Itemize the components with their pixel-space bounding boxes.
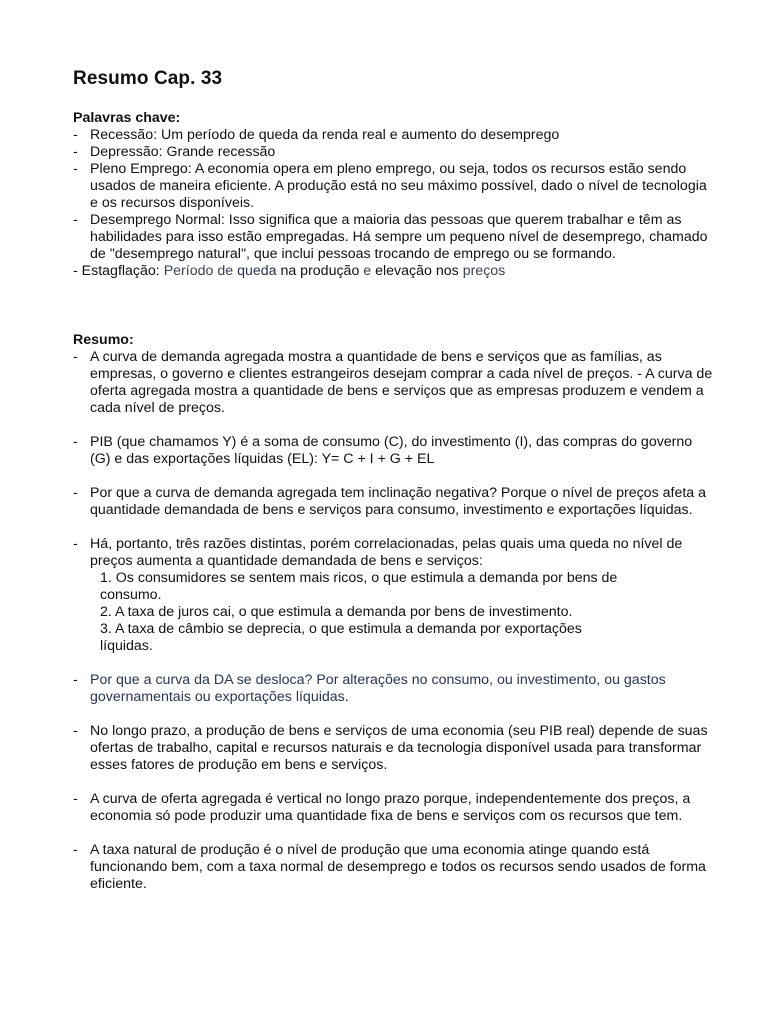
stagflation-lead: - Estagflação: xyxy=(73,263,164,279)
reason-item: 2. A taxa de juros cai, o que estimula a demanda por bens de investimento. xyxy=(100,604,573,620)
list-item: - PIB (que chamamos Y) é a soma de consumo (C), do investimento (I), das compras do governo (G) e das exportações líquidas (EL): Y= C + I + G + EL xyxy=(73,434,713,468)
stagflation-word-3: preços xyxy=(462,263,506,279)
reason-item-cont: consumo. xyxy=(100,587,162,603)
list-item: - Recessão: Um período de queda da renda real e aumento do desemprego xyxy=(73,127,713,144)
stagflation-word-1: queda xyxy=(237,263,277,279)
summary-heading: Resumo: xyxy=(73,332,134,348)
shift-period: . xyxy=(344,689,349,705)
list-item-stagflation xyxy=(73,263,713,280)
reason-item: 3. A taxa de câmbio se deprecia, o que estimula a demanda por exportações xyxy=(100,621,582,637)
stagflation-text-3: elevação nos xyxy=(371,263,463,279)
page-title: Resumo Cap. 33 xyxy=(73,68,223,89)
summary-list xyxy=(73,349,713,910)
list-item: - Depressão: Grande recessão xyxy=(73,144,713,161)
shift-question: Por que a curva da DA se desloca? Por alterações no consumo, ou investimento, ou gastos governamentais ou exportações líquidas xyxy=(90,672,666,705)
reason-item: 1. Os consumidores se sentem mais ricos, o que estimula a demanda por bens de xyxy=(100,570,618,586)
list-item: - A curva de demanda agregada mostra a quantidade de bens e serviços que as famílias, as empresas, o governo e clientes estrangeiros desejam comprar a cada nível de preços. - A curva de oferta agregada mostra a quantidade de bens e serviços que as empresas produzem e vendem a cada nível de preços. xyxy=(73,349,713,417)
stagflation-text-2: na produção xyxy=(276,263,364,279)
list-item: - Desemprego Normal: Isso significa que a maioria das pessoas que querem trabalhar e têm as habilidades para isso estão empregadas. Há sempre um pequeno nível de desemprego, chamado de "desemprego natural", que inclui pessoas trocando de emprego ou se formando. xyxy=(73,212,713,263)
list-item: - Há, portanto, três razões distintas, porém correlacionadas, pelas quais uma queda no nível de preços aumenta a quantidade demandada de bens e serviços: xyxy=(73,536,713,570)
list-item: - Pleno Emprego: A economia opera em pleno emprego, ou seja, todos os recursos estão sendo usados de maneira eficiente. A produção está no seu máximo possível, dado o nível de tecnologia e os recursos disponíveis. xyxy=(73,161,713,212)
list-item: - Por que a curva de demanda agregada tem inclinação negativa? Porque o nível de preços afeta a quantidade demandada de bens e serviços para consumo, investimento e exportações líquidas. xyxy=(73,485,713,519)
stagflation-word-2: e xyxy=(363,263,372,279)
keywords-list xyxy=(73,127,713,280)
list-item: - A curva de oferta agregada é vertical no longo prazo porque, independentemente dos preços, a economia só pode produzir uma quantidade fixa de bens e serviços com os recursos que tem. xyxy=(73,791,713,825)
reasons-list xyxy=(73,570,713,655)
list-item: - A taxa natural de produção é o nível de produção que uma economia atinge quando está funcionando bem, com a taxa normal de desemprego e todos os recursos sendo usados de forma eficiente. xyxy=(73,842,713,893)
list-item-shift xyxy=(73,672,713,706)
reason-item-cont: líquidas. xyxy=(100,638,153,654)
keywords-heading: Palavras chave: xyxy=(73,110,181,126)
list-item: - No longo prazo, a produção de bens e serviços de uma economia (seu PIB real) depende de suas ofertas de trabalho, capital e recursos naturais e da tecnologia disponível usada para transformar esses fatores de produção em bens e serviços. xyxy=(73,723,713,774)
stagflation-text-1: Período de xyxy=(163,263,238,279)
